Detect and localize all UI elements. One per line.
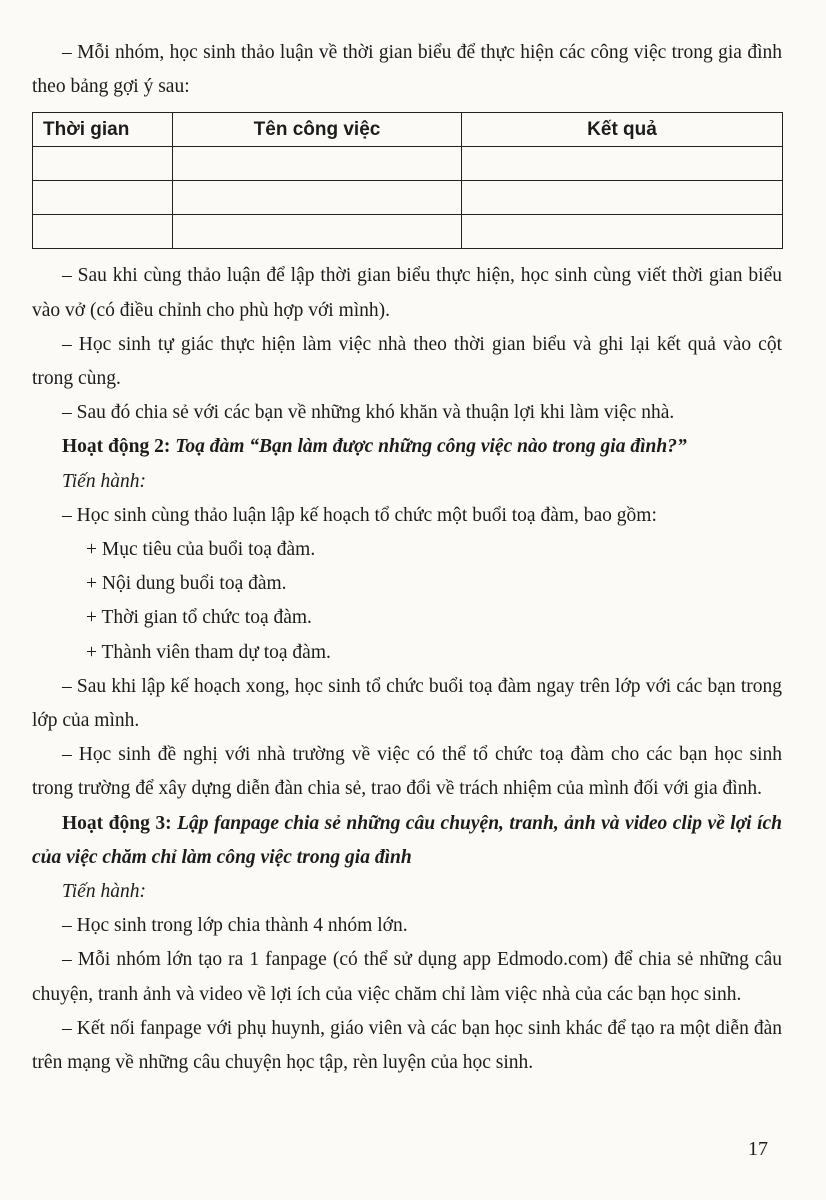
paragraph: – Sau đó chia sẻ với các bạn về những khó khăn và thuận lợi khi làm việc nhà. xyxy=(62,402,675,424)
table-cell xyxy=(173,147,462,181)
table-cell xyxy=(33,215,173,249)
activity2-lead: – Học sinh cùng thảo luận lập kế hoạch tổ chức một buổi toạ đàm, bao gồm: xyxy=(62,504,657,526)
activity3-proceed: Tiến hành: xyxy=(62,881,146,903)
activity2-label: Hoạt động 2: xyxy=(62,436,171,458)
header-task: Tên công việc xyxy=(173,113,462,147)
activity3-title: Lập fanpage chia sẻ những câu chuyện, tranh, ảnh và video clip về lợi ích của việc chăm chỉ làm công việc trong gia đình xyxy=(32,812,782,868)
list-item: + Thời gian tổ chức toạ đàm. xyxy=(86,607,312,629)
paragraph: – Học sinh tự giác thực hiện làm việc nhà theo thời gian biểu và ghi lại kết quả vào cột trong cùng. xyxy=(32,333,782,390)
table-cell xyxy=(33,181,173,215)
table-row xyxy=(33,215,783,249)
table-row xyxy=(33,147,783,181)
header-time: Thời gian xyxy=(33,113,173,147)
activity3-label: Hoạt động 3: xyxy=(62,812,172,834)
header-result: Kết quả xyxy=(462,113,783,147)
table-cell xyxy=(173,181,462,215)
table-cell xyxy=(33,147,173,181)
list-item: + Mục tiêu của buổi toạ đàm. xyxy=(86,539,316,561)
table-header-row xyxy=(33,113,783,147)
activity2-title: Toạ đàm “Bạn làm được những công việc nào trong gia đình?” xyxy=(175,436,687,458)
paragraph: – Học sinh trong lớp chia thành 4 nhóm lớn. xyxy=(62,915,408,937)
activity3-heading xyxy=(32,807,782,875)
schedule-table xyxy=(32,112,783,249)
table-row xyxy=(33,181,783,215)
paragraph: – Sau khi lập kế hoạch xong, học sinh tổ chức buổi toạ đàm ngay trên lớp với các bạn trong lớp của mình. xyxy=(32,675,782,732)
table-cell xyxy=(173,215,462,249)
page-number: 17 xyxy=(748,1138,768,1160)
page-content xyxy=(32,36,782,1080)
table-cell xyxy=(462,147,783,181)
paragraph: – Học sinh đề nghị với nhà trường về việc có thể tổ chức toạ đàm cho các bạn học sinh trong trường để xây dựng diễn đàn chia sẻ, trao đổi về trách nhiệm của mình đối với gia đình. xyxy=(32,744,782,800)
intro-paragraph: – Mỗi nhóm, học sinh thảo luận về thời gian biểu để thực hiện các công việc trong gia đình theo bảng gợi ý sau: xyxy=(32,42,782,98)
activity2-heading xyxy=(32,430,782,464)
table-cell xyxy=(462,181,783,215)
paragraph: – Kết nối fanpage với phụ huynh, giáo viên và các bạn học sinh khác để tạo ra một diễn đàn trên mạng về những câu chuyện học tập, rèn luyện của học sinh. xyxy=(32,1017,782,1074)
table-cell xyxy=(462,215,783,249)
paragraph: – Sau khi cùng thảo luận để lập thời gian biểu thực hiện, học sinh cùng viết thời gian biểu vào vở (có điều chỉnh cho phù hợp với mình). xyxy=(32,265,782,321)
list-item: + Thành viên tham dự toạ đàm. xyxy=(86,641,331,663)
list-item: + Nội dung buổi toạ đàm. xyxy=(86,573,287,595)
activity2-proceed: Tiến hành: xyxy=(62,470,146,492)
paragraph: – Mỗi nhóm lớn tạo ra 1 fanpage (có thể sử dụng app Edmodo.com) để chia sẻ những câu chuyện, tranh ảnh và video về lợi ích của việc chăm chỉ làm việc nhà của các bạn học sinh. xyxy=(32,949,782,1005)
